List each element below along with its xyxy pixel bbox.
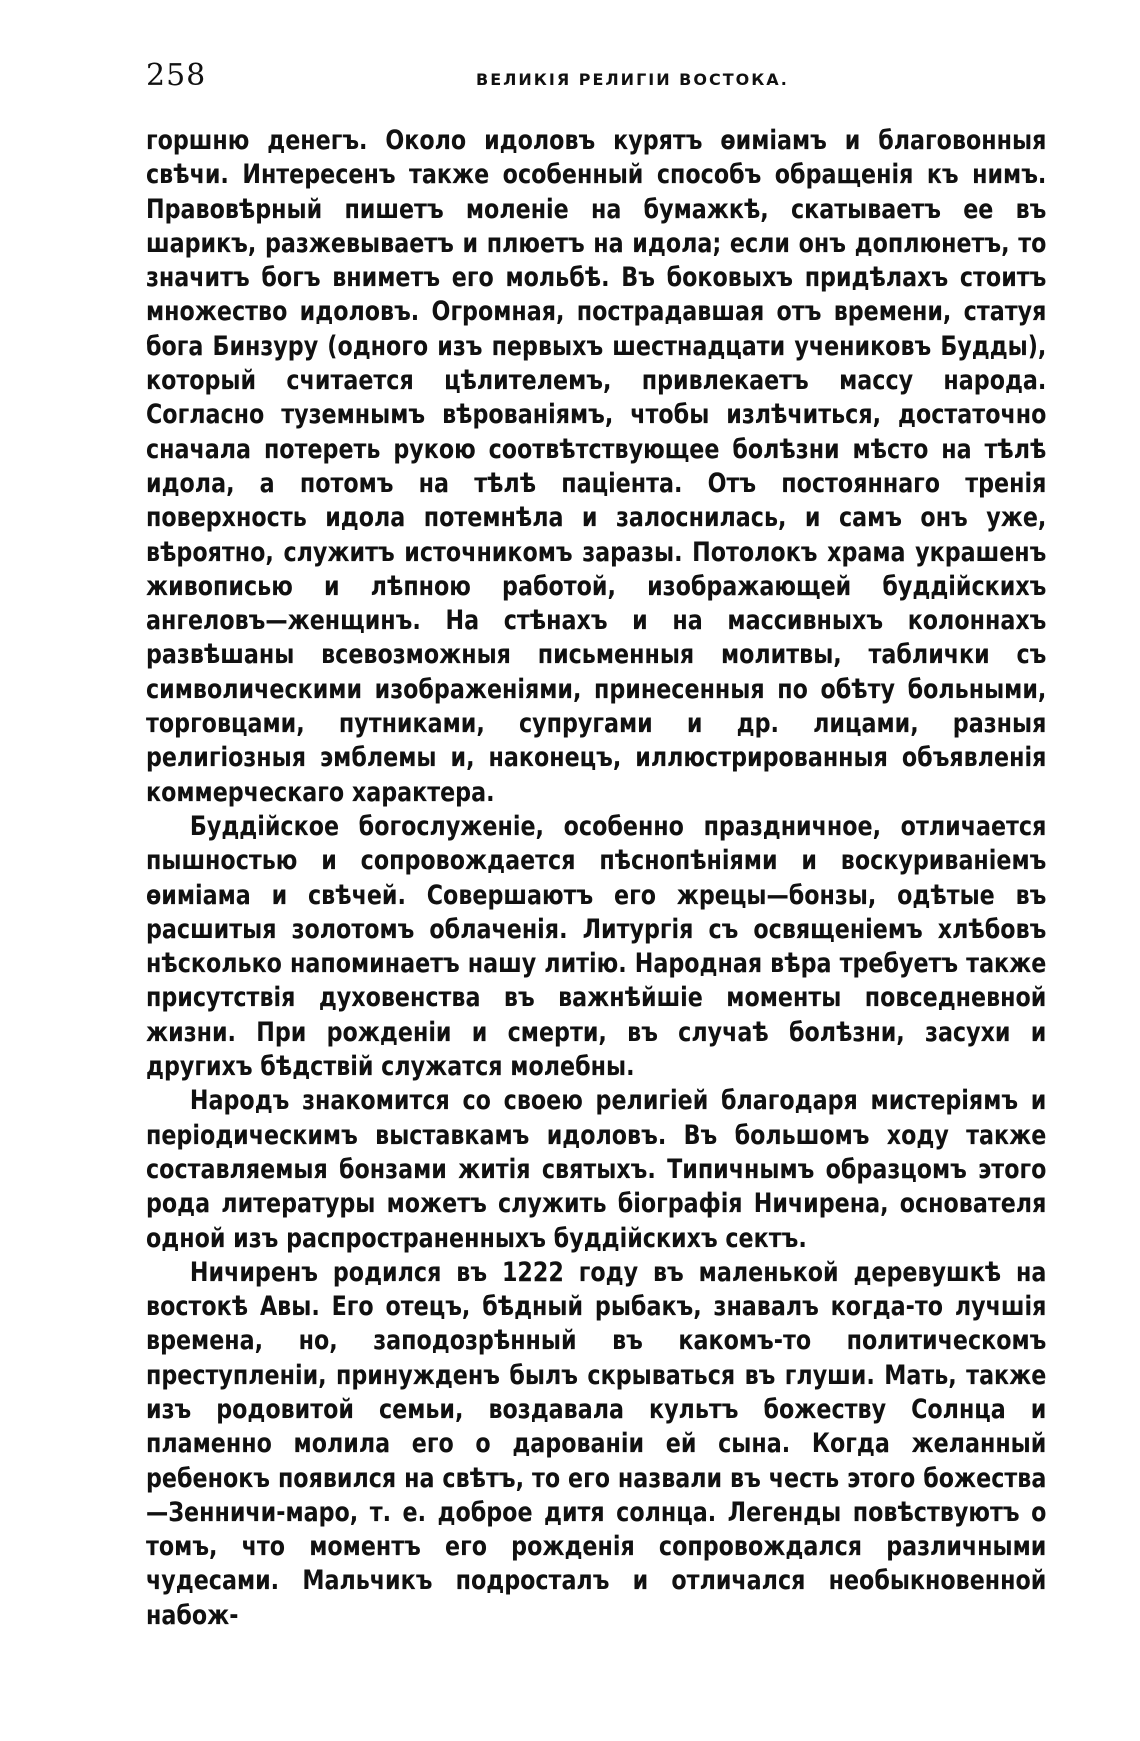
paragraph: горшню денегъ. Около идоловъ курятъ ѳиміамъ и благовонныя свѣчи. Интересенъ также особенный способъ обращенія къ нимъ. Правовѣрный пишетъ моленіе на бумажкѣ, скатываетъ ее въ шарикъ, разжевываетъ и плюетъ на идола; если онъ доплюнетъ, то значитъ богъ вниметъ его мольбѣ. Въ боковыхъ придѣлахъ стоитъ множество идоловъ. Огромная, пострадавшая отъ времени, статуя бога Бинзуру (одного изъ первыхъ шестнадцати учениковъ Будды), который считается цѣлителемъ, привлекаетъ массу народа. Согласно туземнымъ вѣрованіямъ, чтобы излѣчиться, достаточно сначала потереть рукою соотвѣтствующее болѣзни мѣсто на тѣлѣ идола, а потомъ на тѣлѣ паціента. Отъ постояннаго тренія поверхность идола потемнѣла и залоснилась, и самъ онъ уже, вѣроятно, служитъ источникомъ заразы. Потолокъ храма украшенъ живописью и лѣпною работой, изображающей буддійскихъ ангеловъ—женщинъ. На стѣнахъ и на массивныхъ колоннахъ развѣшаны всевозможныя письменныя молитвы, таблички съ символическими изображеніями, принесенныя по обѣту больными, торговцами, путниками, супругами и др. лицами, разныя религіозныя эмблемы и, наконецъ, иллюстрированныя объявленія коммерческаго характера. — [146, 125, 1047, 808]
paragraph: Ничиренъ родился въ 1222 году въ маленькой деревушкѣ на востокѣ Авы. Его отецъ, бѣдный рыбакъ, знавалъ когда-то лучшія времена, но, заподозрѣнный въ какомъ-то политическомъ преступленіи, принужденъ былъ скрываться въ глуши. Мать, также изъ родовитой семьи, воздавала культъ божеству Солнца и пламенно молила его о дарованіи ей сына. Когда желанный ребенокъ появился на свѣтъ, то его назвали въ честь этого божества—Зенничи-маро, т. е. доброе дитя солнца. Легенды повѣствуютъ о томъ, что моментъ его рожденія сопровождался различными чудесами. Мальчикъ подросталъ и отличался необыкновенной набож- — [146, 1256, 1047, 1631]
paragraph: Народъ знакомится со своею религіей благодаря мистеріямъ и періодическимъ выставкамъ идоловъ. Въ большомъ ходу также составляемыя бонзами житія святыхъ. Типичнымъ образцомъ этого рода литературы можетъ служить біографія Ничирена, основателя одной изъ распространенныхъ буддійскихъ сектъ. — [146, 1085, 1047, 1254]
page-number: 258 — [146, 58, 207, 93]
page-header — [146, 58, 1062, 98]
running-title: ВЕЛИКІЯ РЕЛИГІИ ВОСТОКА. — [476, 70, 789, 89]
body-text — [146, 124, 1046, 1633]
paragraph: Буддійское богослуженіе, особенно праздничное, отличается пышностью и сопровождается пѣснопѣніями и воскуриваніемъ ѳиміама и свѣчей. Совершаютъ его жрецы—бонзы, одѣтые въ расшитыя золотомъ облаченія. Литургія съ освященіемъ хлѣбовъ нѣсколько напоминаетъ нашу литію. Народная вѣра требуетъ также присутствія духовенства въ важнѣйшіе моменты повседневной жизни. При рожденіи и смерти, въ случаѣ болѣзни, засухи и другихъ бѣдствій служатся молебны. — [146, 810, 1047, 1083]
